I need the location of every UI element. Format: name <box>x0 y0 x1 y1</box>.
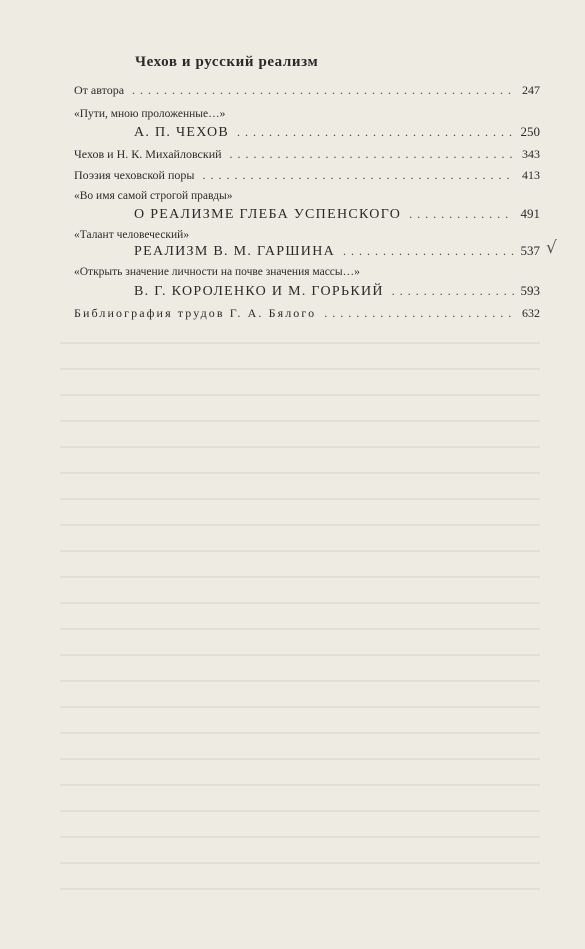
toc-entry-subtitle: «Во имя самой строгой правды» <box>74 190 233 202</box>
toc-entry[interactable] <box>74 83 540 98</box>
toc-entry-subtitle: «Талант человеческий» <box>74 229 190 241</box>
toc-entry[interactable] <box>134 206 540 223</box>
toc-entry-page: 537 <box>520 243 540 258</box>
leader-dots <box>401 207 514 222</box>
toc-entry-title: От автора <box>74 83 125 97</box>
leader-dots <box>194 168 514 183</box>
leader-dots <box>222 147 514 162</box>
leader-dots <box>384 284 514 299</box>
leader-dots <box>316 306 514 321</box>
toc-entry[interactable] <box>74 168 540 183</box>
toc-entry-page: 491 <box>520 206 540 221</box>
toc-entry-page: 247 <box>522 83 540 97</box>
show-through-text <box>60 330 540 890</box>
toc-entry-title: В. Г. КОРОЛЕНКО И М. ГОРЬКИЙ <box>134 284 384 299</box>
leader-dots <box>124 83 514 98</box>
toc-entry-page: 343 <box>522 147 540 161</box>
toc-entry[interactable] <box>134 124 540 141</box>
toc-entry-page: 632 <box>522 306 540 320</box>
pencil-checkmark-icon: √ <box>546 238 557 258</box>
leader-dots <box>229 125 514 140</box>
toc-entry-title: О РЕАЛИЗМЕ ГЛЕБА УСПЕНСКОГО <box>134 207 402 222</box>
leader-dots <box>335 244 514 259</box>
toc-entry-title: Чехов и Н. К. Михайловский <box>74 147 222 161</box>
toc-entry-title: РЕАЛИЗМ В. М. ГАРШИНА <box>134 244 336 259</box>
toc-entry[interactable] <box>134 283 540 300</box>
toc-entry-page: 250 <box>520 124 540 139</box>
toc-entry-subtitle: «Открыть значение личности на почве значения массы…» <box>74 266 360 278</box>
toc-entry-subtitle: «Пути, мною проложенные…» <box>74 108 226 120</box>
toc-entry-title: Поэзия чеховской поры <box>74 168 195 182</box>
toc-entry-page: 593 <box>520 283 540 298</box>
toc-entry[interactable] <box>134 243 540 260</box>
toc-entry-page: 413 <box>522 168 540 182</box>
section-heading: Чехов и русский реализм <box>135 54 319 70</box>
toc-entry-title: А. П. ЧЕХОВ <box>134 125 230 140</box>
toc-entry[interactable] <box>74 147 540 162</box>
toc-entry[interactable] <box>74 306 540 321</box>
toc-entry-title: Библиография трудов Г. А. Бялого <box>74 306 317 320</box>
